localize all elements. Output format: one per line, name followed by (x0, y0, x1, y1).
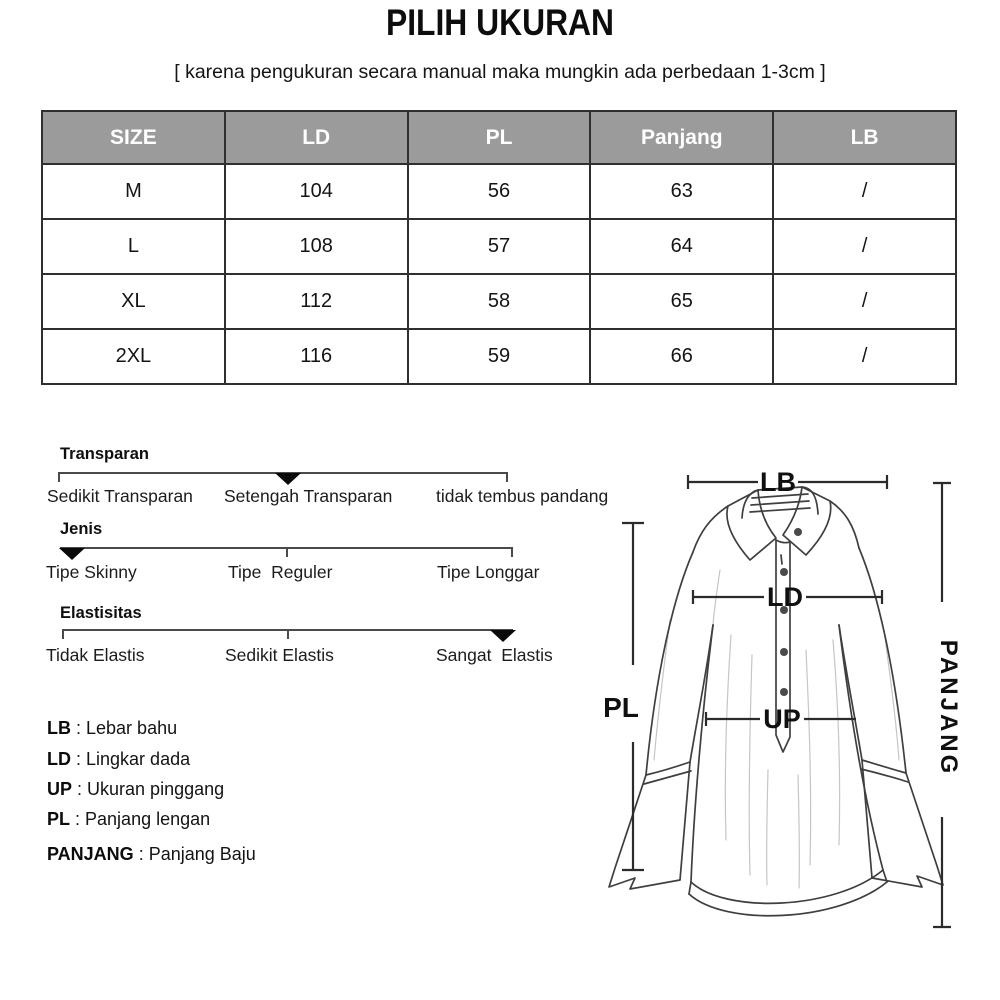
table-row (42, 164, 956, 219)
size-table (41, 110, 957, 385)
cell-ld: 116 (225, 329, 408, 384)
legend-desc: Panjang lengan (85, 809, 211, 829)
legend-desc: Panjang Baju (148, 844, 256, 864)
page-title: PILIH UKURAN (385, 2, 615, 43)
legend-separator: : (72, 779, 88, 799)
diagram-label-lb: LB (760, 467, 796, 497)
legend-item-panjang (47, 844, 256, 865)
cell-ld: 104 (225, 164, 408, 219)
cell-size: 2XL (42, 329, 225, 384)
legend-abbr: PL (47, 809, 71, 829)
legend-desc: Ukuran pinggang (87, 779, 225, 799)
triangle-marker-icon (275, 473, 301, 485)
scale-option: Tipe Skinny (46, 562, 137, 582)
column-header-lb: LB (773, 111, 956, 164)
cell-panjang: 65 (590, 274, 773, 329)
legend-abbr: LD (47, 749, 71, 769)
diagram-label-pl: PL (603, 692, 639, 723)
cell-size: M (42, 164, 225, 219)
legend-separator: : (71, 718, 87, 738)
cell-pl: 58 (408, 274, 591, 329)
cell-size: L (42, 219, 225, 274)
cell-pl: 56 (408, 164, 591, 219)
cell-size: XL (42, 274, 225, 329)
cell-panjang: 63 (590, 164, 773, 219)
legend-desc: Lebar bahu (86, 718, 178, 738)
cell-ld: 112 (225, 274, 408, 329)
cell-lb: / (773, 274, 956, 329)
triangle-marker-icon (59, 548, 85, 560)
cell-lb: / (773, 329, 956, 384)
scale-title-jenis: Jenis (60, 520, 103, 538)
scale-option: Setengah Transparan (224, 486, 393, 506)
column-header-panjang: Panjang (590, 111, 773, 164)
legend-abbr: PANJANG (47, 844, 134, 864)
scale-option: Tipe Longgar (437, 562, 540, 582)
cell-lb: / (773, 219, 956, 274)
scale-option: Tipe Reguler (228, 562, 333, 582)
diagram-label-up: UP (763, 704, 801, 734)
scale-option: Sangat Elastis (436, 645, 553, 665)
legend-abbr: UP (47, 779, 73, 799)
shirt-measurement-diagram (600, 440, 1000, 1000)
cell-pl: 57 (408, 219, 591, 274)
scale-option: Sedikit Transparan (47, 486, 193, 506)
cell-ld: 108 (225, 219, 408, 274)
legend-item-up (47, 779, 224, 800)
page-subtitle: [ karena pengukuran secara manual maka mungkin ada perbedaan 1-3cm ] (174, 61, 826, 83)
cell-panjang: 66 (590, 329, 773, 384)
scale-axis (60, 548, 513, 557)
scale-axis (62, 630, 513, 639)
legend-item-pl (47, 809, 210, 830)
legend-separator: : (133, 844, 149, 864)
diagram-label-panjang: PANJANG (935, 639, 962, 777)
table-row (42, 219, 956, 274)
shirt-buttons (780, 528, 802, 696)
legend-abbr: LB (47, 718, 71, 738)
diagram-label-ld: LD (767, 582, 803, 612)
column-header-ld: LD (225, 111, 408, 164)
scale-title-elastisitas: Elastisitas (60, 604, 142, 622)
table-row (42, 274, 956, 329)
legend-separator: : (70, 809, 86, 829)
legend-item-lb (47, 718, 177, 739)
size-table-header-row (42, 111, 956, 164)
scale-option: Sedikit Elastis (225, 645, 334, 665)
column-header-pl: PL (408, 111, 591, 164)
legend-item-ld (47, 749, 190, 770)
table-row (42, 329, 956, 384)
triangle-marker-icon (490, 630, 516, 642)
scale-title-transparan: Transparan (60, 445, 149, 463)
scale-option: tidak tembus pandang (436, 486, 609, 506)
cell-lb: / (773, 164, 956, 219)
cell-pl: 59 (408, 329, 591, 384)
legend-separator: : (71, 749, 87, 769)
cell-panjang: 64 (590, 219, 773, 274)
column-header-size: SIZE (42, 111, 225, 164)
scale-option: Tidak Elastis (46, 645, 145, 665)
scale-line-elastisitas (0, 628, 560, 646)
legend-desc: Lingkar dada (86, 749, 191, 769)
